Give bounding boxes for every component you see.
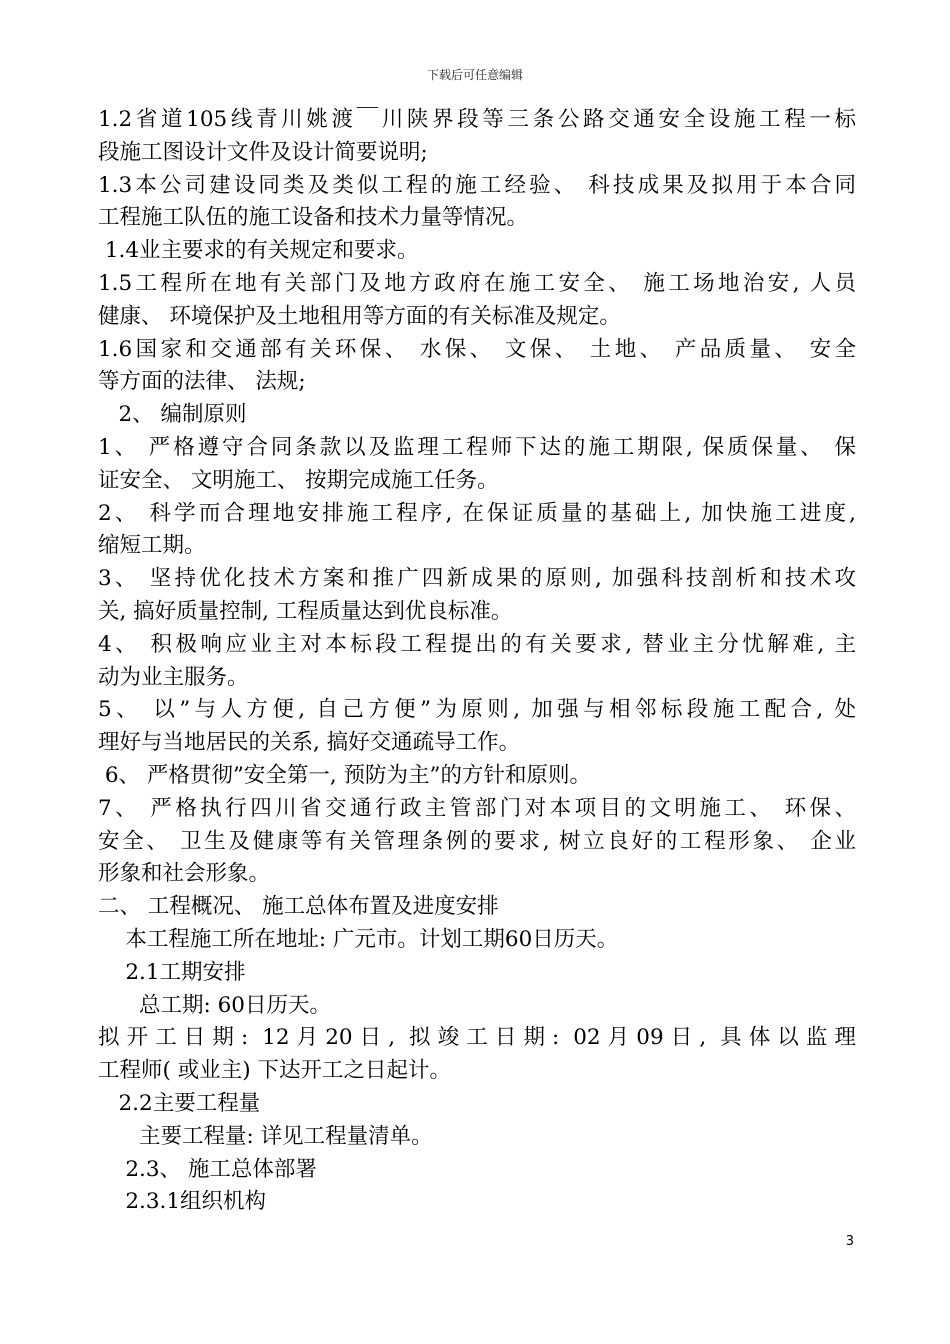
text-line: 拟开工日期: 12月20日, 拟竣工日期: 02月09日, 具体以监理 — [98, 1025, 856, 1051]
text-line: 2.3、 施工总体部署 — [98, 1156, 317, 1182]
text-line: 1.6国家和交通部有关环保、 水保、 文保、 土地、 产品质量、 安全 — [98, 336, 856, 362]
text-line: 工程施工队伍的施工设备和技术力量等情况。 — [98, 205, 529, 231]
document-body — [98, 104, 856, 1219]
text-line: 理好与当地居民的关系, 搞好交通疏导工作。 — [98, 730, 521, 756]
text-line: 2、 编制原则 — [98, 402, 247, 428]
text-line: 2.1工期安排 — [98, 959, 246, 985]
text-line: 缩短工期。 — [98, 533, 206, 559]
text-line: 2.3.1组织机构 — [98, 1189, 267, 1215]
text-line: 1.5工程所在地有关部门及地方政府在施工安全、 施工场地治安, 人员 — [98, 270, 856, 296]
text-line: 二、 工程概况、 施工总体布置及进度安排 — [98, 894, 499, 920]
text-line: 1.3本公司建设同类及类似工程的施工经验、 科技成果及拟用于本合同 — [98, 172, 856, 198]
text-line: 6、 严格贯彻”安全第一, 预防为主”的方针和原则。 — [98, 762, 592, 788]
page-number: 3 — [845, 1234, 854, 1249]
text-line: 证安全、 文明施工、 按期完成施工任务。 — [98, 467, 499, 493]
page-header: 下载后可任意编辑 — [426, 68, 523, 82]
text-line: 1.2省道105线青川姚渡￣川陕界段等三条公路交通安全设施工程一标 — [98, 107, 856, 132]
text-line: 3、 坚持优化技术方案和推广四新成果的原则, 加强科技剖析和技术攻 — [98, 566, 856, 592]
text-line: 7、 严格执行四川省交通行政主管部门对本项目的文明施工、 环保、 — [98, 795, 856, 821]
text-line: 主要工程量: 详见工程量清单。 — [98, 1123, 433, 1149]
text-line: 1.4业主要求的有关规定和要求。 — [98, 238, 419, 264]
text-line: 4、 积极响应业主对本标段工程提出的有关要求, 替业主分忧解难, 主 — [98, 631, 856, 657]
text-line: 本工程施工所在地址: 广元市。计划工期60日历天。 — [98, 926, 619, 952]
text-line: 2、 科学而合理地安排施工程序, 在保证质量的基础上, 加快施工进度, — [98, 500, 856, 526]
text-line: 等方面的法律、 法规; — [98, 369, 306, 395]
text-line: 工程师( 或业主) 下达开工之日起计。 — [98, 1058, 451, 1084]
text-line: 健康、 环境保护及土地租用等方面的有关标准及规定。 — [98, 303, 621, 329]
text-line: 形象和社会形象。 — [98, 861, 271, 887]
text-line: 动为业主服务。 — [98, 664, 249, 690]
text-line: 2.2主要工程量 — [98, 1090, 261, 1116]
text-line: 5、 以”与人方便, 自己方便”为原则, 加强与相邻标段施工配合, 处 — [98, 697, 856, 723]
text-line: 总工期: 60日历天。 — [98, 992, 331, 1018]
text-line: 安全、 卫生及健康等有关管理条例的要求, 树立良好的工程形象、 企业 — [98, 828, 856, 854]
text-line: 关, 搞好质量控制, 工程质量达到优良标准。 — [98, 598, 513, 624]
text-line: 段施工图设计文件及设计简要说明; — [98, 139, 428, 165]
text-line: 1、 严格遵守合同条款以及监理工程师下达的施工期限, 保质保量、 保 — [98, 434, 856, 460]
